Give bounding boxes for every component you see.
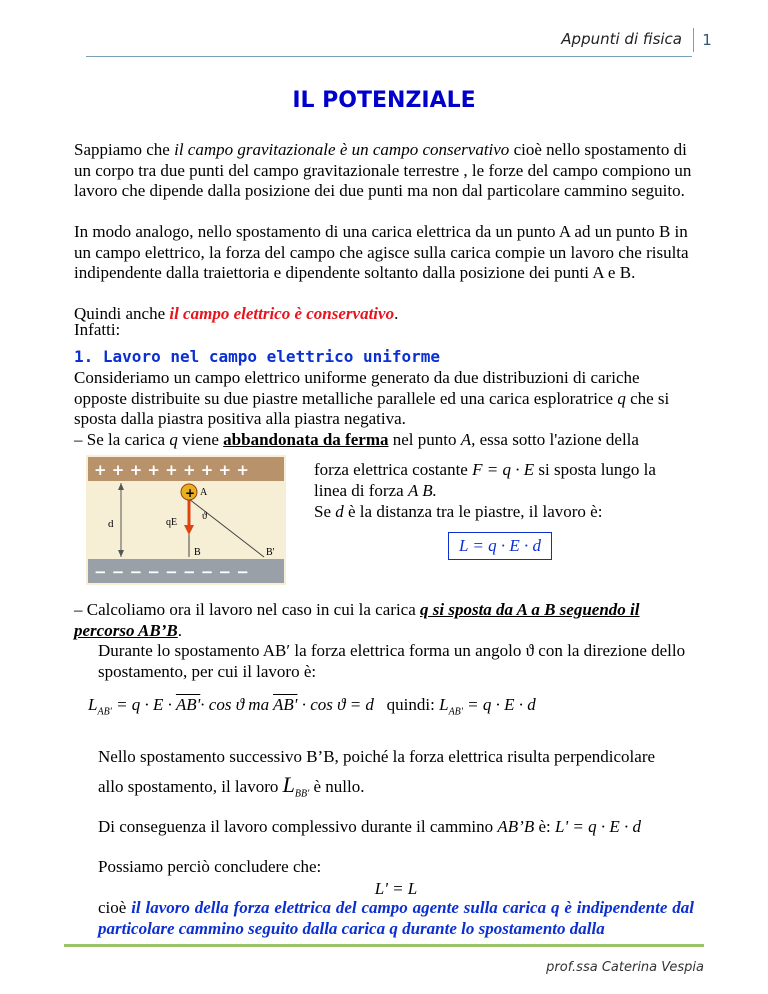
minus-signs: − − − − − − − − − [94, 563, 249, 581]
equality-formula: L' = L [374, 879, 418, 898]
page-title: IL POTENZIALE [292, 88, 476, 113]
label-qE: qE [166, 517, 178, 528]
label-B2: B' [266, 547, 275, 558]
intro-paragraph-1: Sappiamo che il campo gravitazionale è un campo conservativo cioè nello spostamento di un corpo tra due punti del campo gravitazionale terrestre , le forze del campo compiono un lavoro che dipende dalla posizione dei due punti ma non dal particolare cammino seguito. [74, 140, 692, 200]
side-text-3: Se d è la distanza tra le piastre, il lavoro è: [314, 502, 603, 521]
side-text-2: linea di forza A B. [314, 481, 437, 500]
formula-line-1: $L_{AB'} = q \cdot E \cdot AB'\cdot \cos ϑ$ ma AB' · cos ϑ = d quindi: $L_{AB'} = q \cdot E \cdot d$ [88, 695, 536, 718]
header-title: Appunti di fisica [561, 30, 682, 48]
header-rule [86, 56, 692, 57]
section2-paragraph-3: Nello spostamento successivo B’B, poiché la forza elettrica risulta perpendicolare [98, 747, 656, 766]
section2-paragraph-1: – Calcoliamo ora il lavoro nel caso in cui la carica q si sposta da A a B seguendo il percorso AB’B. [74, 600, 640, 640]
capacitor-figure [86, 455, 286, 585]
intro-paragraph-3: Quindi anche il campo elettrico è conservativo. [74, 304, 399, 323]
label-B: B [194, 547, 201, 558]
footer-rule [64, 944, 704, 947]
charge-plus: + [185, 486, 196, 500]
section2-paragraph-5: Di conseguenza il lavoro complessivo durante il cammino AB’B è: L' = q · E · d [98, 817, 641, 836]
section1-paragraph-1: Consideriamo un campo elettrico uniforme generato da due distribuzioni di cariche opposte distribuite su due piastre metalliche parallele ed una carica esploratrice q che si sposta dalla piastra positiva alla piastra negativa. [74, 368, 670, 428]
label-A: A [200, 487, 208, 498]
plus-signs: + + + + + + + + + [94, 461, 249, 479]
section2-paragraph-2: Durante lo spostamento AB′ la forza elettrica forma un angolo ϑ con la direzione dello spostamento, per cui il lavoro è: [98, 641, 686, 681]
section-heading: 1. Lavoro nel campo elettrico uniforme [74, 347, 441, 366]
label-theta: ϑ [202, 511, 207, 522]
section2-paragraph-4: allo spostamento, il lavoro $L_{BB'}$ è nullo. [98, 772, 365, 800]
section1-paragraph-2: – Se la carica q viene abbandonata da ferma nel punto A, essa sotto l'azione della [74, 430, 639, 449]
side-text-1: forza elettrica costante F = q · E si sposta lungo la [314, 460, 656, 479]
section2-paragraph-6: Possiamo perciò concludere che: [98, 857, 322, 876]
footer-author: prof.ssa Caterina Vespia [546, 960, 704, 975]
page-number: 1 [693, 28, 720, 52]
intro-paragraph-2: In modo analogo, nello spostamento di una carica elettrica da un punto A ad un punto B in un campo elettrico, la forza del campo che agisce sulla carica compie un lavoro che risulta indipendente dalla traiettoria e dipendente soltanto dalla posizione dei punti A e B. [74, 222, 689, 282]
work-formula-box: L = q · E · d [448, 532, 552, 560]
section2-conclusion: cioè il lavoro della forza elettrica del campo agente sulla carica q è indipendente dal particolare cammino seguito dalla carica q durante lo spostamento dalla [98, 898, 694, 938]
label-d: d [108, 518, 114, 530]
infatti: Infatti: [74, 320, 121, 339]
